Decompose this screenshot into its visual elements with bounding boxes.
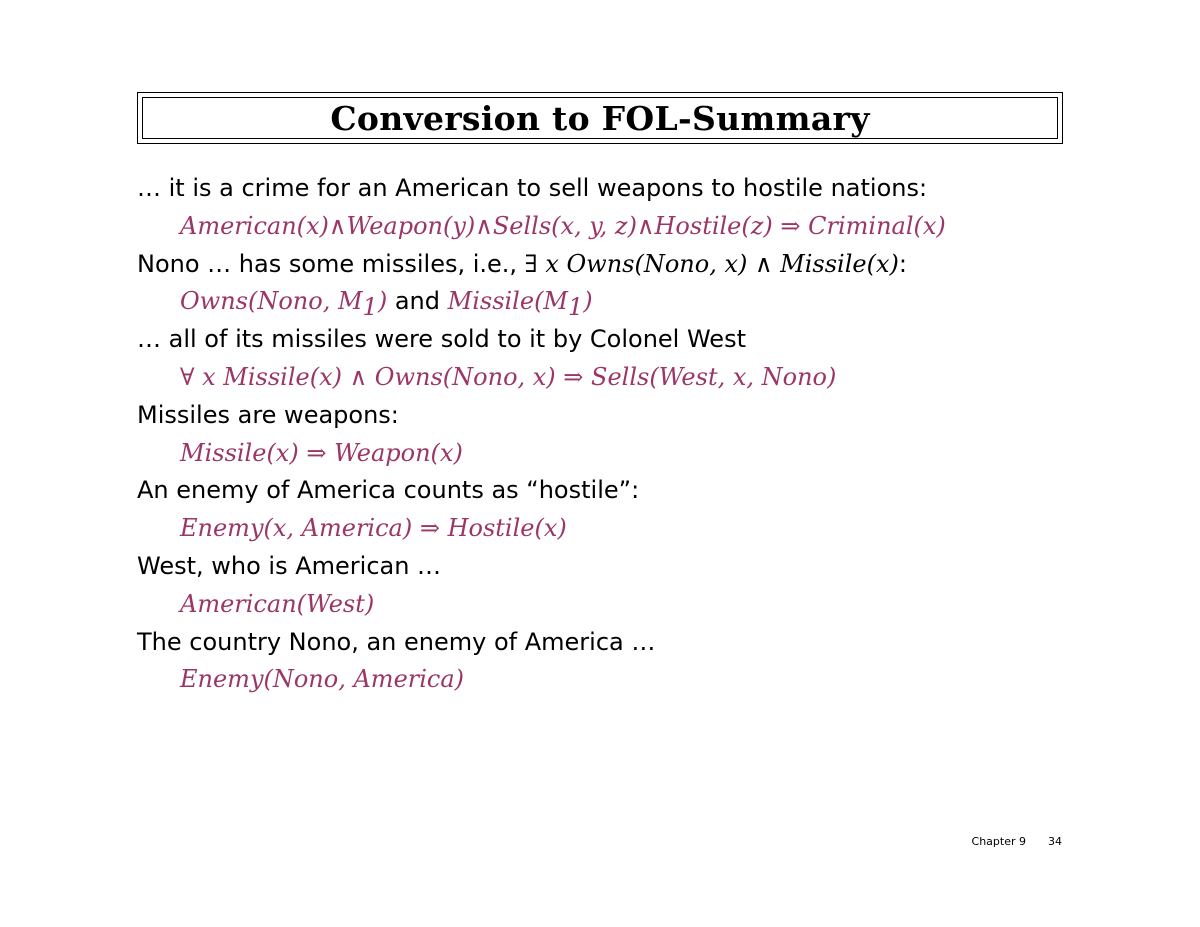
math-expression: Enemy(x, America) ⇒ Hostile(x): [180, 514, 567, 543]
formula-line: [137, 510, 1187, 548]
footer-chapter: Chapter 9: [971, 835, 1026, 848]
line-text: … it is a crime for an American to sell weapons to hostile nations:: [137, 174, 928, 202]
formula-line: [137, 586, 1187, 624]
math-expression: American(x)∧Weapon(y)∧Sells(x, y, z)∧Hostile(z) ⇒ Criminal(x): [180, 211, 946, 240]
text-line: [137, 170, 1187, 208]
line-text: An enemy of America counts as “hostile”:: [137, 476, 640, 505]
math-expression: ): [377, 287, 388, 316]
line-text: … all of its missiles were sold to it by Colonel West: [137, 325, 746, 354]
text-line: [137, 397, 1187, 435]
math-expression: 1: [362, 293, 378, 322]
footer-page-number: 34: [1048, 835, 1062, 848]
formula-line: [137, 208, 1187, 246]
title-inner-frame: [142, 97, 1058, 139]
line-text: Missiles are weapons:: [137, 400, 399, 429]
formula-line: [137, 661, 1187, 699]
line-text: West, who is American …: [137, 551, 442, 580]
formula-line: [137, 359, 1187, 397]
math-expression: Enemy(Nono, America): [180, 665, 465, 694]
formula-line: [137, 283, 1187, 321]
math-expression: Missile(x) ⇒ Weapon(x): [180, 438, 463, 467]
math-expression: American(West): [180, 589, 375, 618]
line-text: :: [898, 249, 907, 278]
text-line: [137, 321, 1187, 359]
formula-line: [137, 435, 1187, 473]
text-line: [137, 548, 1187, 586]
math-expression: ): [583, 287, 593, 316]
text-line: [137, 472, 1187, 510]
math-expression: ∀ x Missile(x) ∧ Owns(Nono, x) ⇒ Sells(West, x, Nono): [180, 362, 837, 391]
slide-body: [137, 170, 1187, 699]
text-line: [137, 624, 1187, 662]
slide-title: Conversion to FOL-Summary: [330, 98, 870, 138]
line-text: and: [387, 287, 448, 316]
text-line: [137, 246, 1187, 284]
line-text: The country Nono, an enemy of America …: [137, 627, 656, 656]
math-expression: ∃ x Owns(Nono, x) ∧ Missile(x): [524, 249, 899, 278]
math-expression: Owns(Nono, M: [180, 287, 363, 316]
math-expression: 1: [568, 293, 584, 322]
line-text: Nono … has some missiles, i.e.,: [137, 249, 525, 278]
math-expression: Missile(M: [447, 287, 568, 316]
title-frame: [137, 92, 1063, 144]
